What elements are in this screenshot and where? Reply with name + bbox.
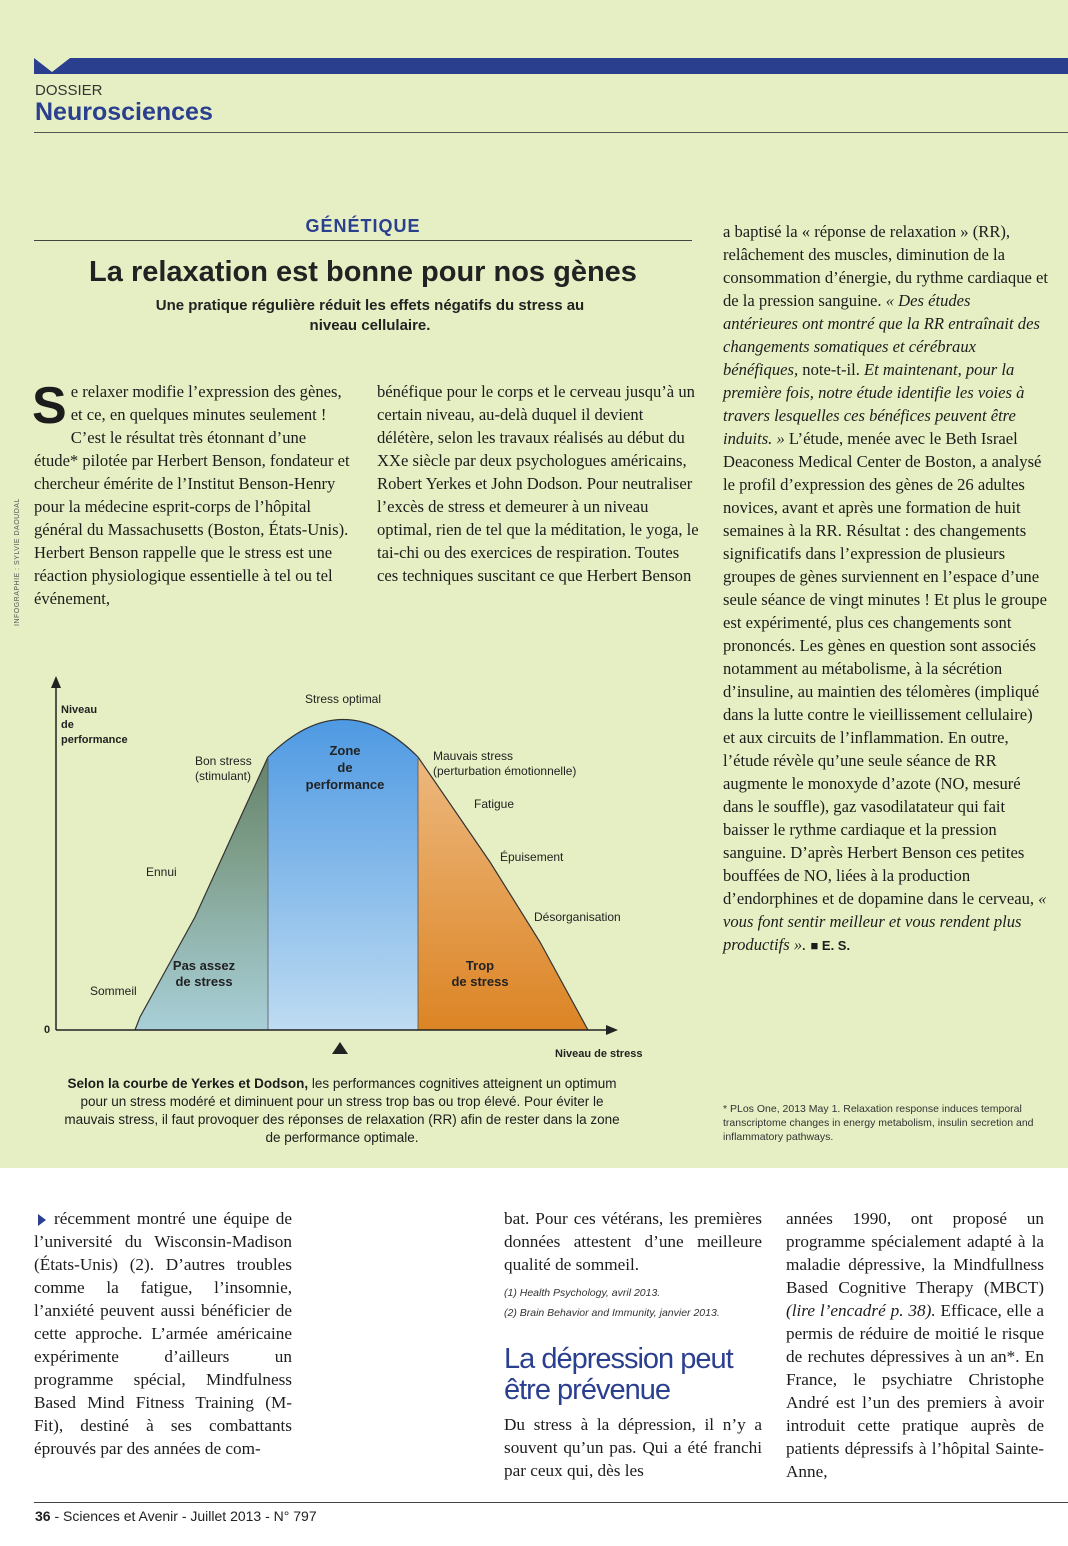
zone-de-performance — [268, 672, 418, 1032]
footnote-star: * PLos One, 2013 May 1. Relaxation response induces temporal transcriptome changes in energy metabolism, insulin secretion and inflammatory pathways. — [723, 1103, 1034, 1143]
column-1-text: e relaxer modifie l’expression des gènes, et ce, en quelques minutes seulement ! C’est le résultat très étonnant d’une étude* pilotée par Herbert Benson, fondateur et chercheur émérite de l’Institut Benson-Henry pour la médecine esprit-corps de l’hôpital général du Massachusetts (Boston, États-Unis). Herbert Benson rappelle que le stress est une réaction physiologique essentielle à tel ou tel événement, — [34, 382, 350, 608]
x-axis-label: Niveau de stress — [555, 1048, 643, 1060]
annotation-mauvais-stress: Mauvais stress — [433, 749, 514, 763]
column-3-text-b: note-t-il. — [798, 360, 865, 379]
infographic-credit: INFOGRAPHIE : SYLVIE DAOUDAL — [14, 498, 21, 626]
zone-label-performance: Zone de performance — [305, 743, 385, 792]
annotation-sommeil: Sommeil — [90, 984, 137, 998]
lower-column-1 — [34, 1207, 292, 1460]
chart-caption — [62, 1075, 622, 1147]
yerkes-dodson-chart — [30, 672, 650, 1068]
page-footer — [35, 1508, 317, 1524]
lower-column-2-text: bat. Pour ces vétérans, les premières données attestent d’une meilleure qualité de sommeil. — [504, 1209, 762, 1274]
origin-label: 0 — [44, 1024, 51, 1036]
annotation-ennui: Ennui — [146, 865, 177, 879]
article-column-1 — [32, 377, 354, 610]
quote-3: « vous font sentir meilleur et vous rendent plus productifs ». — [723, 889, 1047, 954]
footer-text: - Sciences et Avenir - Juillet 2013 - N° 797 — [50, 1508, 317, 1524]
peak-label: Stress optimal — [305, 692, 382, 706]
annotation-mauvais-stress-sub: (perturbation émotionnelle) — [433, 764, 577, 778]
zone-label-pas-assez: Pas assez de stress — [172, 958, 236, 989]
article-title: La relaxation est bonne pour nos gènes — [89, 256, 637, 288]
drop-cap: S — [32, 377, 67, 435]
page-number: 36 — [35, 1508, 51, 1524]
encadre-reference: (lire l’encadré p. 38). — [786, 1301, 936, 1320]
lower-column-3 — [786, 1207, 1044, 1483]
header-notch — [34, 58, 70, 72]
annotation-bon-stress-sub: (stimulant) — [195, 769, 252, 783]
quote-2: Et maintenant, pour la première fois, notre étude identifie les voies à travers lesquelles ces bénéfices peuvent être induits. » — [723, 360, 1025, 448]
footnote-2: (2) Brain Behavior and Immunity, janvier 2013. — [504, 1307, 720, 1319]
caption-text: les performances cognitives atteignent un optimum pour un stress modéré et diminuent pour un stress trop bas ou trop élevé. Pour éviter le mauvais stress, il faut provoquer des réponses de relaxation (RR) afin de rester dans la zone de performance optimale. — [64, 1076, 620, 1145]
author-signature: ■ E. S. — [810, 938, 851, 953]
header-divider — [34, 132, 1068, 133]
lower-column-2b-text: Du stress à la dépression, il n’y a souvent qu’un pas. Qui a été franchi par ceux qui, dès les — [504, 1415, 762, 1480]
lower-column-3-text-b: Efficace, elle a permis de réduire de moitié le risque de rechutes dépressives à un an*. En France, le psychiatre Christophe André est l’un des premiers à avoir introduit cette pratique auprès de patients dépressifs à l’hôpital Sainte-Anne, — [786, 1301, 1044, 1481]
rubric-divider — [34, 240, 692, 241]
column-3-text-a: a baptisé la « réponse de relaxation » (RR), relâchement des muscles, diminution de la consommation d’énergie, du rythme cardiaque et de la pression sanguine. — [723, 222, 1049, 310]
column-3-text-c: L’étude, menée avec le Beth Israel Deaconess Medical Center de Boston, a analysé le profil d’expression des gènes de 26 adultes novices, avant et après une formation de huit semaines à la RR. Résultat : des changements significatifs dans l’expression de plusieurs groupes de gènes surviennent en l’espace d’une seule séance de vingt minutes ! Et plus le groupe est expérimenté, plus ces changements sont prononcés. Les gènes en question sont associés notamment au métabolisme, à la sécrétion d’insuline, au maintien des télomères (impliqué dans la lutte contre le vieillissement cellulaire) et aux circuits de l’inflammation. En outre, l’étude révèle qu’une seule séance de RR augmente le monoxyde d’azote (NO, mesuré dans le souffle), gaz vasodilatateur qui fait baisser le rythme cardiaque et la pression sanguine. D’après Herbert Benson ces petites bouffées de NO, liées à la production d’endorphines et de dopamine dans le cerveau, — [723, 429, 1047, 908]
section-heading-depression: La dépression peut être prévenue — [504, 1343, 733, 1406]
lower-column-1-text: récemment montré une équipe de l’université du Wisconsin-Madison (États-Unis) (2). D’autres troubles comme la fatigue, l’insomnie, l’anxiété peuvent aussi bénéficier de cette approche. L’armée américaine expérimente d’ailleurs un programme spécial, Mindfulness Based Mind Fitness Training (M-Fit), destiné à ses combattants éprouvés par des années de com- — [34, 1209, 292, 1458]
article-column-2 — [377, 380, 699, 587]
lower-column-2 — [504, 1207, 762, 1276]
article-subtitle: Une pratique régulière réduit les effets négatifs du stress au niveau cellulaire. — [155, 297, 585, 334]
annotation-fatigue: Fatigue — [474, 797, 515, 811]
article-column-3 — [723, 220, 1048, 957]
footnote-1: (1) Health Psychology, avril 2013. — [504, 1287, 661, 1299]
annotation-desorganisation: Désorganisation — [534, 910, 621, 924]
footer-divider — [34, 1502, 1068, 1503]
column-2-text: bénéfique pour le corps et le cerveau jusqu’à un certain niveau, au-delà duquel il devient délétère, selon les travaux réalisés au début du XXe siècle par deux psychologues américains, Robert Yerkes et John Dodson. Pour neutraliser l’excès de stress et demeurer à un niveau optimal, rien de tel que la méditation, le yoga, le tai-chi ou des exercices de respiration. Toutes ces techniques suscitant ce que Herbert Benson — [377, 382, 699, 585]
annotation-bon-stress: Bon stress — [195, 754, 252, 768]
caption-bold: Selon la courbe de Yerkes et Dodson, — [67, 1076, 309, 1091]
lower-column-2b — [504, 1413, 762, 1482]
dossier-label: DOSSIER — [35, 82, 103, 99]
article-rubric: GÉNÉTIQUE — [305, 216, 421, 236]
zone-label-trop: Trop de stress — [451, 958, 509, 989]
section-title: Neurosciences — [35, 98, 213, 126]
x-axis-arrow — [606, 1025, 618, 1035]
header-bar — [34, 58, 1068, 74]
annotation-epuisement: Épuisement — [500, 850, 564, 864]
caption-pointer — [332, 1042, 348, 1054]
lower-column-3-text-a: années 1990, ont proposé un programme spécialement adapté à la maladie dépressive, la Mindfullness Based Cognitive Therapy (MBCT) — [786, 1209, 1044, 1297]
quote-1: « Des études antérieures ont montré que la RR entraînait des changements somatiques et cérébraux bénéfiques, — [723, 291, 1040, 379]
y-axis-arrow — [51, 676, 61, 688]
y-axis-label: Niveau de performance — [61, 704, 128, 746]
